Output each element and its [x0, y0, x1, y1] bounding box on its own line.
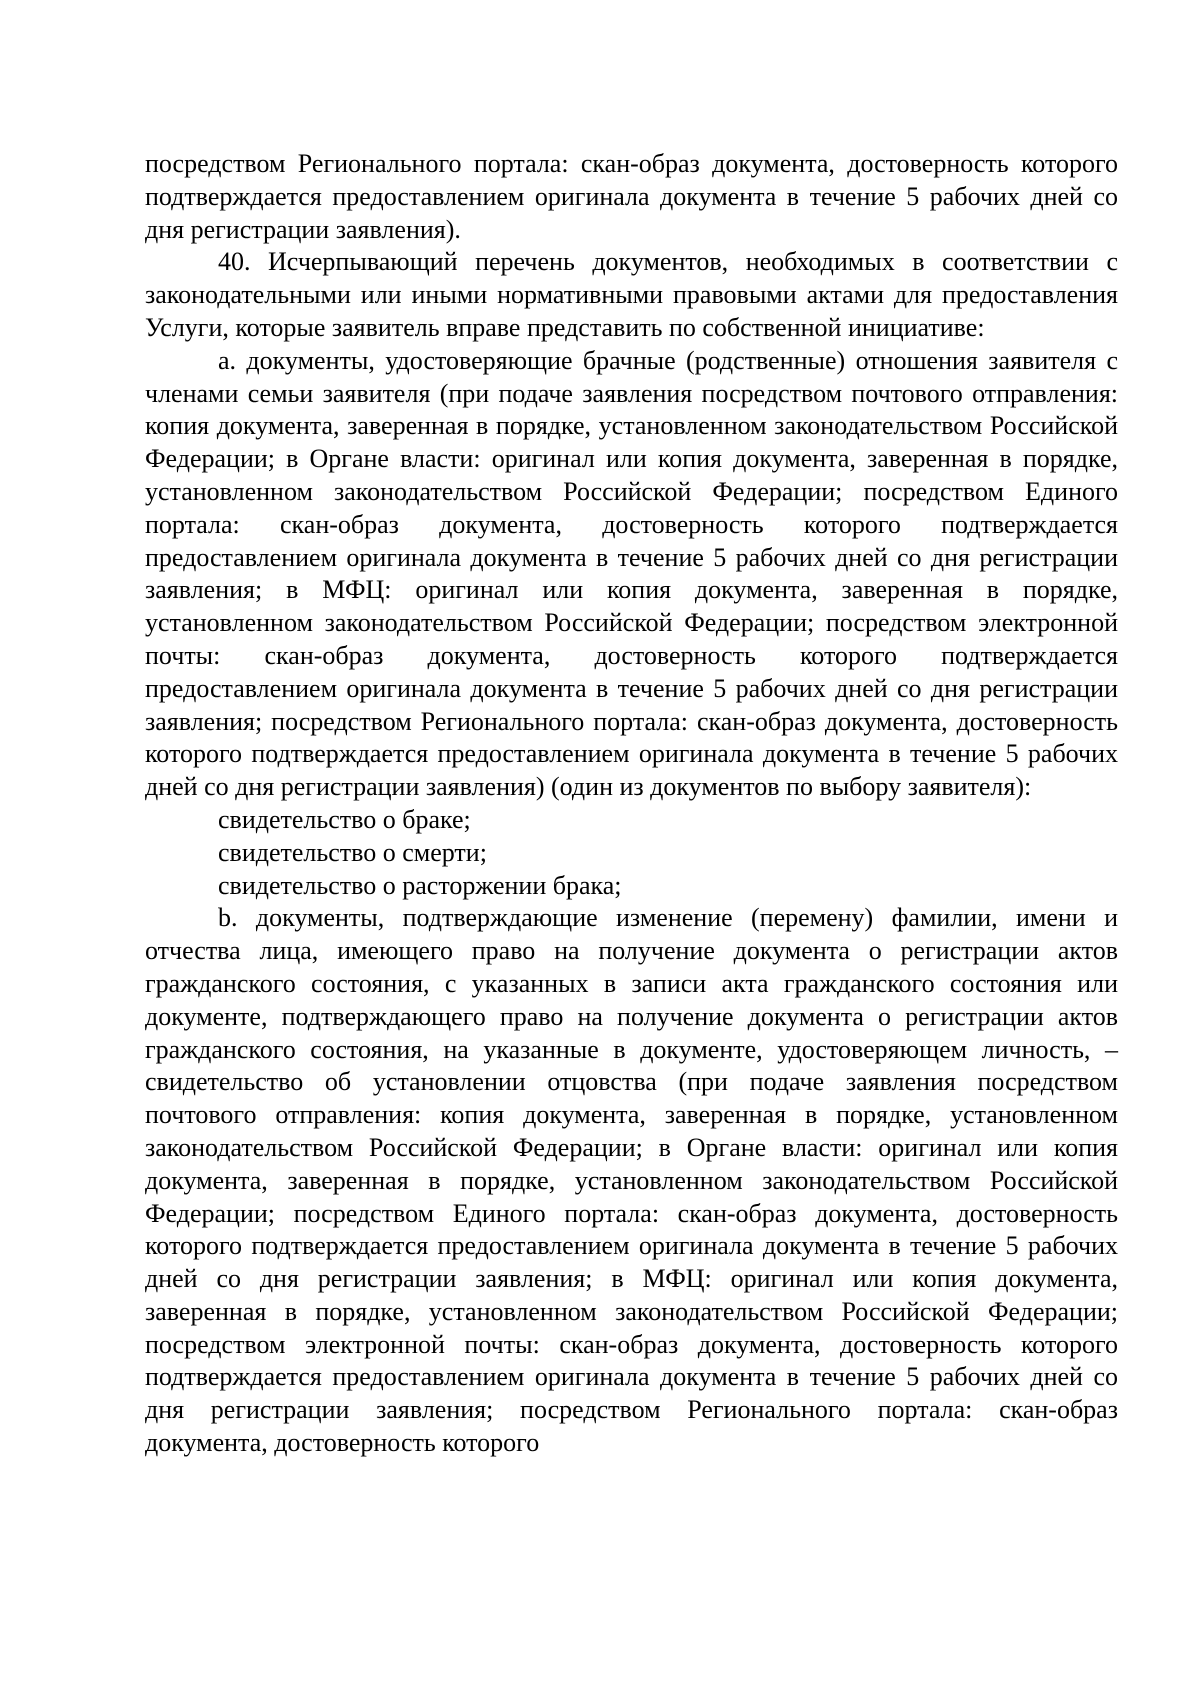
paragraph-continuation: посредством Регионального портала: скан-образ документа, достоверность которого подтверждается предоставлением оригинала документа в течение 5 рабочих дней со дня регистрации заявления).: [145, 149, 1118, 244]
paragraph-subitem-a: a. документы, удостоверяющие брачные (родственные) отношения заявителя с членами семьи заявителя (при подаче заявления посредством почтового отправления: копия документа, заверенная в порядке, установленном законодательством Российской Федерации; в Органе власти: оригинал или копия документа, заверенная в порядке, установленном законодательством Российской Федерации; посредством Единого портала: скан-образ документа, достоверность которого подтверждается предоставлением оригинала документа в течение 5 рабочих дней со дня регистрации заявления; в МФЦ: оригинал или копия документа, заверенная в порядке, установленном законодательством Российской Федерации; посредством электронной почты: скан-образ документа, достоверность которого подтверждается предоставлением оригинала документа в течение 5 рабочих дней со дня регистрации заявления; посредством Регионального портала: скан-образ документа, достоверность которого подтверждается предоставлением оригинала документа в течение 5 рабочих дней со дня регистрации заявления) (один из документов по выбору заявителя):: [145, 345, 1118, 802]
document-body: [145, 148, 1118, 1460]
paragraph-subitem-b: b. документы, подтверждающие изменение (перемену) фамилии, имени и отчества лица, имеющего право на получение документа о регистрации актов гражданского состояния, с указанных в записи акта гражданского состояния или документе, подтверждающего право на получение документа о регистрации актов гражданского состояния, на указанные в документе, удостоверяющем личность, – свидетельство об установлении отцовства (при подаче заявления посредством почтового отправления: копия документа, заверенная в порядке, установленном законодательством Российской Федерации; в Органе власти: оригинал или копия документа, заверенная в порядке, установленном законодательством Российской Федерации; посредством Единого портала: скан-образ документа, достоверность которого подтверждается предоставлением оригинала документа в течение 5 рабочих дней со дня регистрации заявления; в МФЦ: оригинал или копия документа, заверенная в порядке, установленном законодательством Российской Федерации; посредством электронной почты: скан-образ документа, достоверность которого подтверждается предоставлением оригинала документа в течение 5 рабочих дней со дня регистрации заявления; посредством Регионального портала: скан-образ документа, достоверность которого: [145, 903, 1118, 1458]
list-item-divorce-certificate: свидетельство о расторжении брака;: [218, 870, 622, 900]
paragraph-item-40: 40. Исчерпывающий перечень документов, необходимых в соответствии с законодательными или иными нормативными правовыми актами для предоставления Услуги, которые заявитель вправе представить по собственной инициативе:: [145, 247, 1118, 342]
list-item-marriage-certificate: свидетельство о браке;: [218, 804, 471, 834]
list-item-death-certificate: свидетельство о смерти;: [218, 837, 487, 867]
